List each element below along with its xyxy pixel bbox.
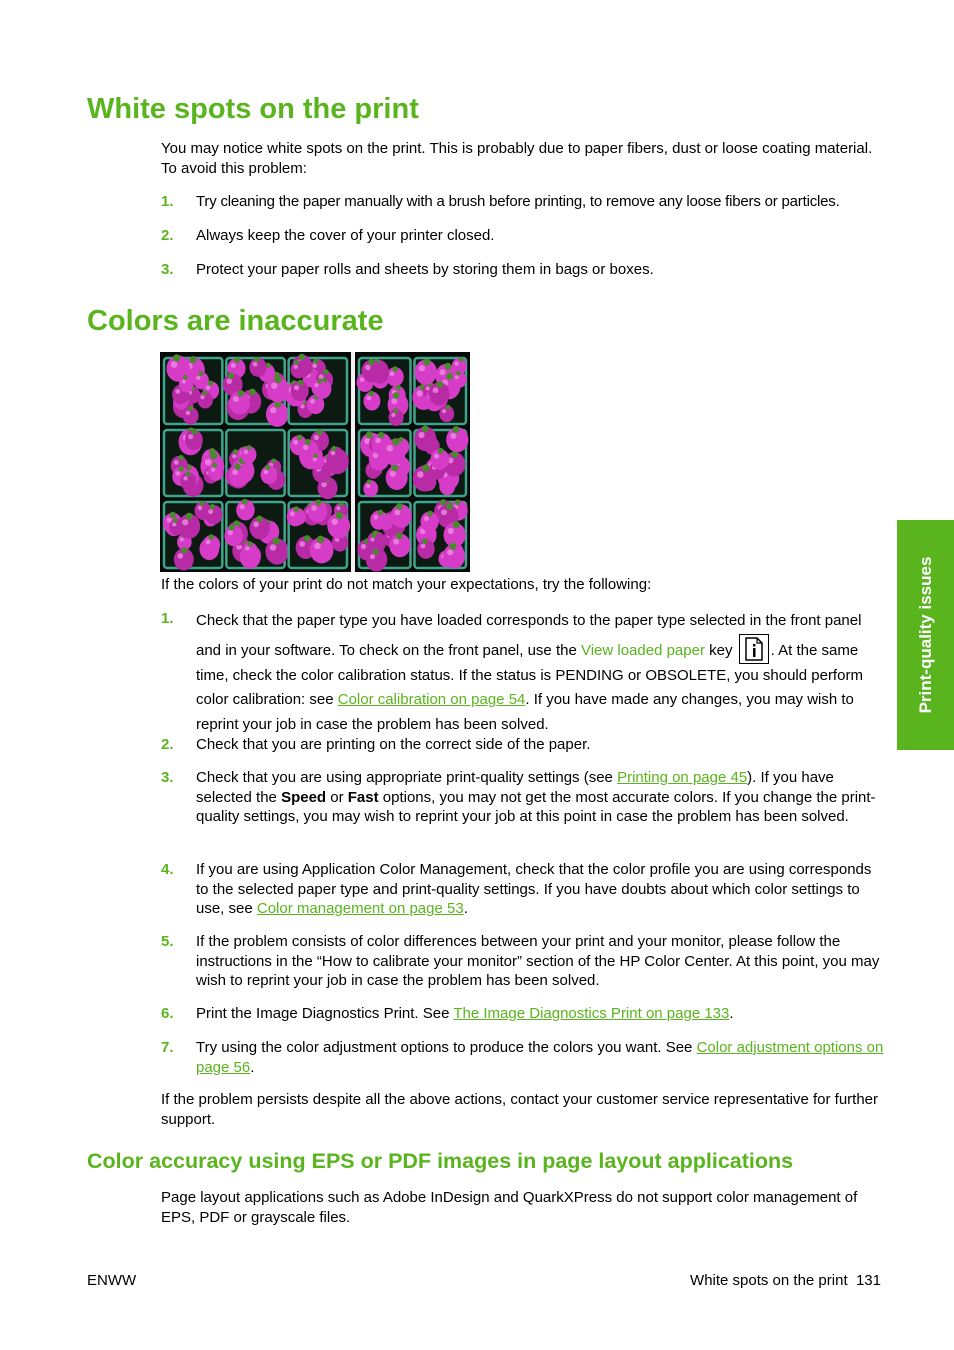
colors-intro: If the colors of your print do not match your expectations, try the following: xyxy=(161,576,652,593)
step-number: 7. xyxy=(161,1039,174,1056)
list-item xyxy=(161,860,885,919)
list-item xyxy=(161,260,885,280)
strawberries-photo xyxy=(160,352,470,572)
color-management-link[interactable]: Color management on page 53 xyxy=(256,900,464,917)
step-number: 1. xyxy=(161,610,174,627)
list-item xyxy=(161,932,885,991)
page-number: 131 xyxy=(855,1272,881,1289)
step-text: Try cleaning the paper manually with a brush before printing, to remove any loose fibers or particles. xyxy=(196,193,840,210)
list-item xyxy=(161,768,885,827)
footer-right xyxy=(690,1272,881,1289)
step-number: 5. xyxy=(161,933,174,950)
step-text: If the problem consists of color differences between your print and your monitor, please follow the instructions in the “How to calibrate your monitor” section of the HP Color Center. At this point, you may wish to reprint your job in case the problem has been solved. xyxy=(196,933,880,989)
step-number: 4. xyxy=(161,861,174,878)
footer-left: ENWW xyxy=(87,1272,137,1289)
step-text: Always keep the cover of your printer closed. xyxy=(196,227,495,244)
color-calibration-link[interactable]: Color calibration on page 54 xyxy=(337,691,526,708)
list-item xyxy=(161,192,885,212)
step-text: If you are using Application Color Management, check that the color profile you are using corresponds to the selected paper type and print-quality settings. If you have doubts about which color settings to use, see Color management on page 53. xyxy=(196,861,872,917)
step-text: Check that you are using appropriate print-quality settings (see Printing on page 45). If you have selected the Speed or Fast options, you may not get the most accurate colors. If you change the print-quality settings, you may wish to reprint your job at this point in case the problem has been solved. xyxy=(196,769,876,825)
printing-link[interactable]: Printing on page 45 xyxy=(617,769,748,786)
footer-section: White spots on the print xyxy=(690,1272,848,1289)
heading-colors-inaccurate: Colors are inaccurate xyxy=(87,305,384,337)
image-diagnostics-link[interactable]: The Image Diagnostics Print on page 133 xyxy=(453,1005,730,1022)
list-item xyxy=(161,1004,885,1024)
step-number: 6. xyxy=(161,1005,174,1022)
list-item xyxy=(161,735,885,755)
white-spots-intro: You may notice white spots on the print. This is probably due to paper fibers, dust or loose coating material. To avoid this problem: xyxy=(161,140,873,177)
step-number: 2. xyxy=(161,736,174,753)
colors-closing: If the problem persists despite all the above actions, contact your customer service representative for further support. xyxy=(161,1091,879,1128)
heading-white-spots: White spots on the print xyxy=(87,93,419,125)
info-page-key-icon xyxy=(739,634,769,664)
list-item xyxy=(161,609,885,737)
step-text: Protect your paper rolls and sheets by storing them in bags or boxes. xyxy=(196,261,654,278)
step-number: 3. xyxy=(161,261,174,278)
step-number: 2. xyxy=(161,227,174,244)
step-number: 1. xyxy=(161,193,174,210)
step-number: 3. xyxy=(161,769,174,786)
step-text: Print the Image Diagnostics Print. See The Image Diagnostics Print on page 133. xyxy=(196,1005,734,1022)
heading-color-accuracy-eps: Color accuracy using EPS or PDF images in page layout applications xyxy=(87,1149,794,1173)
eps-text: Page layout applications such as Adobe InDesign and QuarkXPress do not support color management of EPS, PDF or grayscale files. xyxy=(161,1189,858,1226)
side-tab[interactable] xyxy=(897,520,954,750)
side-tab-label: Print-quality issues xyxy=(915,556,935,714)
list-item xyxy=(161,226,885,246)
list-item xyxy=(161,1038,885,1077)
step-text: Try using the color adjustment options to produce the colors you want. See Color adjustment options on page 56. xyxy=(196,1039,884,1076)
view-loaded-paper-link[interactable]: View loaded paper xyxy=(580,641,705,659)
color-adjustment-link[interactable]: Color adjustment options on page 56 xyxy=(196,1039,884,1076)
step-text: Check that you are printing on the correct side of the paper. xyxy=(196,736,591,753)
step-text: Check that the paper type you have loaded corresponds to the paper type selected in the front panel and in your software. To check on the front panel, use the View loaded paper key . At the same time, check the color calibration status. If the status is PENDING or OBSOLETE, you should perform color calibration: see Color calibration on page 54. If you have made any changes, you may wish to reprint your job in case the problem has been solved. xyxy=(196,612,863,733)
